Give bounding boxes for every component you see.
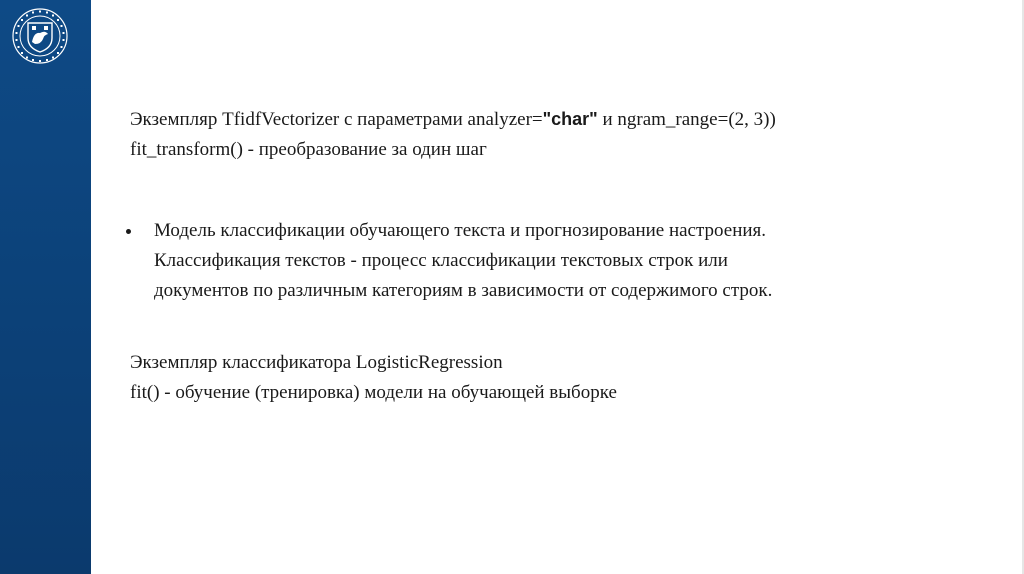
bullet-line-1: Модель классификации обучающего текста и прогнозирование настроения.	[154, 220, 767, 241]
analyzer-value: "char"	[542, 109, 598, 129]
tfidf-line	[130, 104, 776, 135]
bullet-dot-icon	[126, 229, 131, 234]
logreg-block	[130, 348, 617, 408]
bullet-line-2: Классификация текстов - процесс классификации текстовых строк или	[154, 250, 728, 271]
tfidf-block	[130, 104, 776, 165]
fit-line: fit() - обучение (тренировка) модели на обучающей выборке	[130, 382, 617, 403]
bullet-text	[154, 216, 772, 306]
logreg-line: Экземпляр классификатора LogisticRegression	[130, 352, 503, 373]
tfidf-prefix: Экземпляр TfidfVectorizer с параметрами analyzer=	[130, 109, 543, 130]
sidebar-band	[0, 0, 91, 574]
university-seal-icon	[10, 6, 70, 66]
bullet-line-3: документов по различным категориям в зависимости от содержимого строк.	[154, 280, 773, 301]
bullet-item	[130, 216, 772, 306]
tfidf-suffix: и ngram_range=(2, 3))	[597, 109, 776, 130]
fit-transform-line: fit_transform() - преобразование за один шаг	[130, 139, 487, 160]
